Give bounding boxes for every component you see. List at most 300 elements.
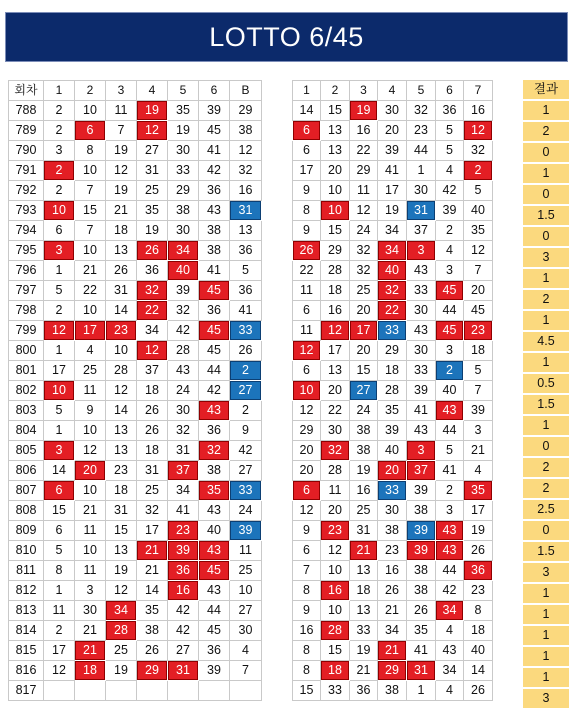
number-cell: 14 [106, 301, 137, 321]
number-cell: 19 [106, 561, 137, 581]
result-cell: 1 [523, 310, 569, 331]
prediction-header-row [293, 81, 493, 101]
number-cell: 35 [199, 481, 230, 501]
number-cell: 2 [44, 621, 75, 641]
number-cell: 31 [106, 281, 137, 301]
number-cell: 6 [293, 541, 321, 561]
table-row [293, 681, 493, 701]
result-cell: 2 [523, 289, 569, 310]
number-cell: 29 [378, 661, 407, 681]
number-cell: 39 [407, 381, 436, 401]
number-cell: 12 [106, 381, 137, 401]
number-cell: 15 [293, 681, 321, 701]
number-cell: 27 [168, 641, 199, 661]
table-row [9, 201, 262, 221]
table-row [9, 481, 262, 501]
number-cell: 4 [436, 241, 464, 261]
result-cell: 0.5 [523, 373, 569, 394]
table-row [9, 121, 262, 141]
number-cell: 20 [378, 461, 407, 481]
number-cell: 22 [350, 141, 378, 161]
result-cell: 2 [523, 478, 569, 499]
number-cell: 43 [168, 361, 199, 381]
result-cell: 1 [523, 667, 569, 688]
number-cell: 11 [350, 181, 378, 201]
number-cell: 14 [106, 401, 137, 421]
number-cell: 21 [350, 541, 378, 561]
number-cell: 37 [168, 461, 199, 481]
number-cell: 29 [321, 241, 350, 261]
number-cell: 13 [106, 421, 137, 441]
number-cell: 43 [199, 401, 230, 421]
number-cell: 37 [407, 221, 436, 241]
round-number-cell: 817 [9, 681, 44, 701]
number-cell: 35 [137, 201, 168, 221]
result-cell: 1 [523, 352, 569, 373]
round-number-cell: 804 [9, 421, 44, 441]
table-row [293, 381, 493, 401]
number-cell: 15 [321, 641, 350, 661]
table-row [523, 688, 569, 709]
number-cell: 5 [436, 441, 464, 461]
number-cell: 43 [436, 641, 464, 661]
number-cell: 5 [44, 401, 75, 421]
number-cell: 23 [168, 521, 199, 541]
number-cell: 23 [464, 321, 493, 341]
number-cell: 13 [321, 121, 350, 141]
number-cell: 9 [293, 521, 321, 541]
round-number-cell: 811 [9, 561, 44, 581]
number-cell: 4 [75, 341, 106, 361]
number-cell: 40 [464, 641, 493, 661]
bonus-number-cell: 36 [230, 281, 262, 301]
number-cell: 18 [75, 661, 106, 681]
number-cell: 38 [199, 241, 230, 261]
draw-header-cell: 3 [106, 81, 137, 101]
number-cell: 34 [436, 601, 464, 621]
table-row [523, 247, 569, 268]
number-cell: 38 [378, 521, 407, 541]
number-cell: 2 [436, 221, 464, 241]
number-cell: 16 [464, 101, 493, 121]
number-cell: 3 [75, 581, 106, 601]
number-cell: 11 [75, 561, 106, 581]
number-cell: 1 [44, 581, 75, 601]
number-cell: 25 [350, 501, 378, 521]
number-cell: 39 [464, 401, 493, 421]
number-cell: 2 [44, 121, 75, 141]
draw-header-cell: 1 [44, 81, 75, 101]
number-cell: 40 [378, 441, 407, 461]
table-row [523, 562, 569, 583]
number-cell: 43 [436, 401, 464, 421]
number-cell: 20 [350, 341, 378, 361]
number-cell: 13 [106, 441, 137, 461]
number-cell: 13 [321, 141, 350, 161]
number-cell: 11 [293, 321, 321, 341]
number-cell: 13 [350, 601, 378, 621]
number-cell: 16 [168, 581, 199, 601]
number-cell: 14 [464, 661, 493, 681]
number-cell: 38 [378, 681, 407, 701]
number-cell: 25 [75, 361, 106, 381]
table-row [523, 583, 569, 604]
table-row [523, 163, 569, 184]
number-cell: 12 [293, 341, 321, 361]
number-cell: 20 [321, 381, 350, 401]
bonus-number-cell: 27 [230, 461, 262, 481]
number-cell: 2 [436, 361, 464, 381]
bonus-number-cell: 5 [230, 261, 262, 281]
number-cell: 40 [436, 381, 464, 401]
prediction-header-cell: 3 [350, 81, 378, 101]
table-row [9, 661, 262, 681]
number-cell: 7 [75, 221, 106, 241]
number-cell: 12 [44, 661, 75, 681]
number-cell: 17 [293, 161, 321, 181]
result-cell: 3 [523, 688, 569, 709]
number-cell: 42 [168, 321, 199, 341]
number-cell: 11 [321, 481, 350, 501]
number-cell: 33 [378, 481, 407, 501]
number-cell: 22 [378, 301, 407, 321]
number-cell: 37 [407, 461, 436, 481]
number-cell: 43 [436, 521, 464, 541]
number-cell: 26 [137, 401, 168, 421]
bonus-number-cell: 4 [230, 641, 262, 661]
table-row [523, 331, 569, 352]
result-cell: 0 [523, 226, 569, 247]
number-cell: 35 [464, 221, 493, 241]
number-cell: 6 [293, 301, 321, 321]
table-row [9, 501, 262, 521]
result-cell: 0 [523, 520, 569, 541]
number-cell: 39 [378, 141, 407, 161]
round-number-cell: 814 [9, 621, 44, 641]
number-cell: 11 [106, 101, 137, 121]
number-cell: 21 [75, 261, 106, 281]
bonus-number-cell: 27 [230, 601, 262, 621]
number-cell: 15 [321, 101, 350, 121]
bonus-number-cell: 2 [230, 401, 262, 421]
number-cell: 34 [436, 661, 464, 681]
number-cell: 3 [407, 241, 436, 261]
number-cell: 2 [436, 481, 464, 501]
number-cell: 19 [168, 121, 199, 141]
number-cell: 41 [378, 161, 407, 181]
number-cell: 18 [350, 581, 378, 601]
table-row [9, 401, 262, 421]
bonus-number-cell: 26 [230, 341, 262, 361]
number-cell: 15 [350, 361, 378, 381]
number-cell: 40 [199, 521, 230, 541]
number-cell: 43 [436, 541, 464, 561]
number-cell: 45 [199, 321, 230, 341]
number-cell [44, 681, 75, 701]
number-cell: 41 [199, 261, 230, 281]
number-cell: 45 [199, 281, 230, 301]
table-row [523, 520, 569, 541]
number-cell: 17 [44, 641, 75, 661]
table-row [293, 601, 493, 621]
number-cell: 1 [44, 261, 75, 281]
round-number-cell: 798 [9, 301, 44, 321]
number-cell: 21 [106, 201, 137, 221]
number-cell: 5 [464, 361, 493, 381]
number-cell: 6 [44, 221, 75, 241]
table-row [293, 581, 493, 601]
round-number-cell: 797 [9, 281, 44, 301]
number-cell: 43 [407, 321, 436, 341]
number-cell: 34 [106, 601, 137, 621]
draw-header-cell: 2 [75, 81, 106, 101]
number-cell: 39 [199, 661, 230, 681]
number-cell: 23 [106, 321, 137, 341]
number-cell: 30 [75, 601, 106, 621]
number-cell: 19 [350, 641, 378, 661]
round-number-cell: 789 [9, 121, 44, 141]
number-cell: 30 [378, 501, 407, 521]
result-cell: 2 [523, 121, 569, 142]
table-row [523, 121, 569, 142]
page-title: LOTTO 6/45 [209, 21, 364, 52]
number-cell: 12 [106, 161, 137, 181]
number-cell: 45 [199, 561, 230, 581]
number-cell [168, 681, 199, 701]
number-cell: 42 [199, 381, 230, 401]
number-cell: 17 [137, 521, 168, 541]
number-cell: 44 [199, 601, 230, 621]
number-cell: 45 [436, 321, 464, 341]
number-cell: 24 [350, 221, 378, 241]
number-cell: 21 [350, 661, 378, 681]
number-cell: 7 [106, 121, 137, 141]
number-cell: 26 [137, 241, 168, 261]
number-cell: 14 [44, 461, 75, 481]
number-cell: 17 [464, 501, 493, 521]
bonus-number-cell: 31 [230, 201, 262, 221]
table-row [523, 142, 569, 163]
result-cell: 2 [523, 457, 569, 478]
number-cell: 10 [44, 381, 75, 401]
number-cell: 44 [407, 141, 436, 161]
table-row [293, 421, 493, 441]
number-cell: 41 [199, 141, 230, 161]
number-cell: 42 [436, 581, 464, 601]
table-row [523, 373, 569, 394]
number-cell: 30 [168, 401, 199, 421]
number-cell: 26 [407, 601, 436, 621]
table-row [523, 415, 569, 436]
number-cell: 3 [407, 441, 436, 461]
number-cell: 10 [75, 421, 106, 441]
prediction-header-cell: 2 [321, 81, 350, 101]
round-number-cell: 801 [9, 361, 44, 381]
number-cell: 42 [199, 161, 230, 181]
number-cell: 38 [350, 421, 378, 441]
bonus-number-cell: 2 [230, 361, 262, 381]
number-cell: 4 [436, 161, 464, 181]
number-cell: 6 [75, 121, 106, 141]
number-cell: 31 [407, 661, 436, 681]
result-cell: 3 [523, 562, 569, 583]
bonus-number-cell: 11 [230, 541, 262, 561]
number-cell: 12 [293, 401, 321, 421]
number-cell: 21 [464, 441, 493, 461]
number-cell: 33 [321, 681, 350, 701]
number-cell: 23 [378, 541, 407, 561]
number-cell: 39 [168, 541, 199, 561]
bonus-number-cell: 38 [230, 121, 262, 141]
number-cell: 6 [293, 121, 321, 141]
table-row [9, 321, 262, 341]
number-cell: 18 [321, 281, 350, 301]
number-cell: 17 [378, 181, 407, 201]
bonus-number-cell: 33 [230, 321, 262, 341]
number-cell: 18 [464, 621, 493, 641]
round-number-cell: 816 [9, 661, 44, 681]
number-cell: 32 [464, 141, 493, 161]
number-cell: 16 [321, 581, 350, 601]
round-number-cell: 803 [9, 401, 44, 421]
number-cell: 22 [137, 301, 168, 321]
result-cell: 0 [523, 142, 569, 163]
prediction-header-cell: 4 [378, 81, 407, 101]
number-cell: 33 [407, 361, 436, 381]
number-cell: 28 [321, 621, 350, 641]
number-cell: 29 [378, 341, 407, 361]
number-cell: 28 [321, 461, 350, 481]
round-number-cell: 790 [9, 141, 44, 161]
round-number-cell: 808 [9, 501, 44, 521]
number-cell: 42 [168, 601, 199, 621]
number-cell: 11 [75, 381, 106, 401]
round-number-cell: 793 [9, 201, 44, 221]
table-row [293, 181, 493, 201]
number-cell: 2 [44, 161, 75, 181]
number-cell: 10 [75, 161, 106, 181]
number-cell: 21 [378, 601, 407, 621]
number-cell: 39 [407, 541, 436, 561]
number-cell: 19 [106, 181, 137, 201]
number-cell: 3 [44, 441, 75, 461]
number-cell: 5 [44, 281, 75, 301]
number-cell: 28 [168, 341, 199, 361]
number-cell: 32 [137, 501, 168, 521]
prediction-header-cell: 1 [293, 81, 321, 101]
table-row [293, 481, 493, 501]
result-cell: 1.5 [523, 541, 569, 562]
bonus-number-cell: 13 [230, 221, 262, 241]
bonus-number-cell: 41 [230, 301, 262, 321]
number-cell: 26 [137, 421, 168, 441]
number-cell: 38 [407, 581, 436, 601]
number-cell: 10 [321, 181, 350, 201]
draw-header-row [9, 81, 262, 101]
table-row [523, 667, 569, 688]
number-cell: 13 [106, 241, 137, 261]
draw-header-cell: B [230, 81, 262, 101]
table-row [293, 441, 493, 461]
number-cell: 1 [44, 341, 75, 361]
round-number-cell: 799 [9, 321, 44, 341]
number-cell: 24 [350, 401, 378, 421]
number-cell: 34 [168, 241, 199, 261]
number-cell: 38 [407, 561, 436, 581]
number-cell: 35 [137, 601, 168, 621]
number-cell: 6 [293, 141, 321, 161]
number-cell: 10 [75, 541, 106, 561]
number-cell: 8 [44, 561, 75, 581]
number-cell: 32 [407, 101, 436, 121]
number-cell: 34 [168, 481, 199, 501]
table-row [293, 501, 493, 521]
table-row [9, 361, 262, 381]
number-cell: 19 [350, 461, 378, 481]
number-cell: 10 [75, 101, 106, 121]
draw-header-cell: 4 [137, 81, 168, 101]
bonus-number-cell: 36 [230, 241, 262, 261]
number-cell: 7 [75, 181, 106, 201]
number-cell: 32 [168, 421, 199, 441]
number-cell: 26 [137, 641, 168, 661]
number-cell: 39 [168, 281, 199, 301]
number-cell: 18 [378, 361, 407, 381]
number-cell: 39 [407, 521, 436, 541]
table-row [523, 310, 569, 331]
result-cell: 1 [523, 583, 569, 604]
result-cell: 1 [523, 100, 569, 121]
number-cell: 44 [199, 361, 230, 381]
number-cell: 31 [407, 201, 436, 221]
number-cell: 20 [293, 461, 321, 481]
number-cell: 8 [293, 201, 321, 221]
number-cell: 21 [75, 641, 106, 661]
number-cell: 29 [168, 181, 199, 201]
number-cell: 27 [137, 141, 168, 161]
table-row [293, 241, 493, 261]
number-cell: 45 [464, 301, 493, 321]
number-cell: 27 [350, 381, 378, 401]
number-cell: 19 [106, 661, 137, 681]
number-cell: 42 [168, 621, 199, 641]
table-row [9, 101, 262, 121]
number-cell: 29 [137, 661, 168, 681]
round-number-cell: 810 [9, 541, 44, 561]
table-row [9, 181, 262, 201]
round-number-cell: 813 [9, 601, 44, 621]
number-cell: 34 [378, 221, 407, 241]
number-cell: 23 [464, 581, 493, 601]
table-row [293, 661, 493, 681]
number-cell: 38 [168, 201, 199, 221]
number-cell: 19 [350, 101, 378, 121]
number-cell: 17 [44, 361, 75, 381]
number-cell: 30 [407, 341, 436, 361]
table-row [293, 301, 493, 321]
number-cell: 45 [436, 281, 464, 301]
number-cell: 29 [293, 421, 321, 441]
number-cell: 2 [44, 181, 75, 201]
result-cell: 1.5 [523, 394, 569, 415]
prediction-header-cell: 7 [464, 81, 493, 101]
number-cell: 20 [321, 161, 350, 181]
number-cell: 11 [75, 521, 106, 541]
number-cell: 21 [75, 621, 106, 641]
number-cell: 39 [407, 481, 436, 501]
number-cell: 14 [137, 581, 168, 601]
number-cell: 9 [293, 181, 321, 201]
